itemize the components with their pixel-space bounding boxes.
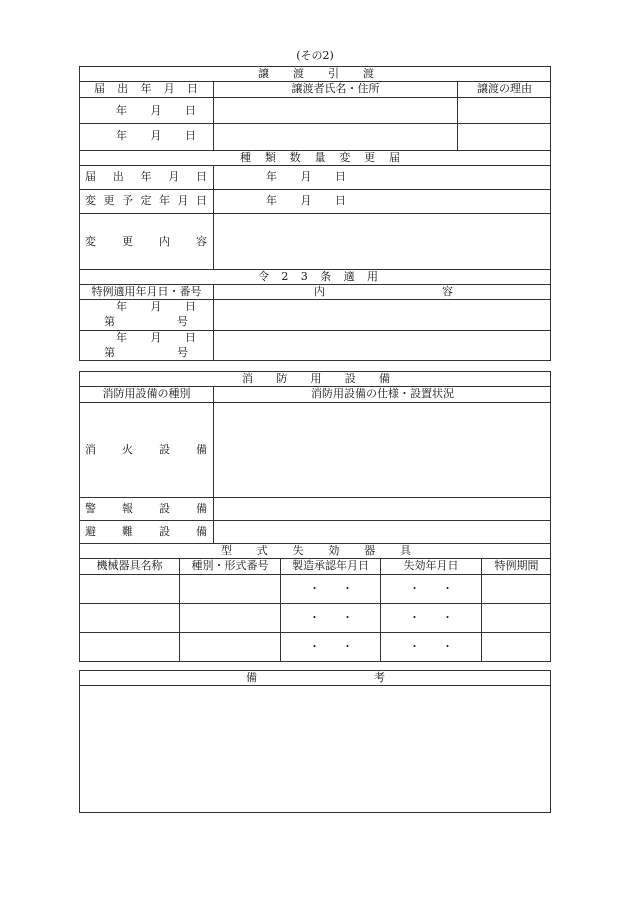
change-filed-date-value: 年 月 日 <box>266 170 346 183</box>
expiry-date-dot: ・ <box>409 611 420 624</box>
expired-header-name: 機械器具名称 <box>96 559 163 572</box>
equipment-type-header: 消防用設備の種別 <box>102 387 191 400</box>
equipment-section-title: 消 防 用 設 備 <box>242 372 390 385</box>
change-content-label: 変 更 内 容 <box>85 235 207 248</box>
approval-date-dot: ・ <box>309 611 320 624</box>
art23-number-line-2: 第 号 <box>104 346 188 359</box>
main-form-table: 譲 渡 引 渡 届 出 年 月 日 譲渡者氏名・住所 譲渡の理由 年 月 日 年 月 日 種 類 数 量 変 更 届 届 出 年 月 日 年 月 日 変 更 予 定 年 月 日 年 月 日 変 更 内 容 令 2 3 条 適 用 特例適用年月日・番号 内 容 年 月 日 第 号 年 月 日 第 号 <box>79 66 551 361</box>
equipment-row-alarm: 警 報 設 備 <box>85 502 207 515</box>
change-planned-date-label: 変 更 予 定 年 月 日 <box>85 194 207 207</box>
expiry-date-dot: ・ <box>442 582 453 595</box>
expired-section-title: 型 式 失 効 器 具 <box>221 544 411 557</box>
expired-header-expiry-date: 失効年月日 <box>403 559 459 572</box>
change-planned-date-value: 年 月 日 <box>266 194 346 207</box>
art23-date-line-1: 年 月 日 <box>116 300 196 313</box>
expiry-date-dot: ・ <box>409 582 420 595</box>
equipment-row-fire-extinguishing: 消 火 設 備 <box>85 443 207 456</box>
approval-date-dot: ・ <box>342 582 353 595</box>
expired-header-approval-date: 製造承認年月日 <box>292 559 369 572</box>
transfer-date-row-1: 年 月 日 <box>116 104 196 117</box>
art23-number-line-1: 第 号 <box>104 315 188 328</box>
expiry-date-dot: ・ <box>442 640 453 653</box>
expired-header-special-period: 特例期間 <box>494 559 539 572</box>
expiry-date-dot: ・ <box>442 611 453 624</box>
approval-date-dot: ・ <box>309 582 320 595</box>
expiry-date-dot: ・ <box>409 640 420 653</box>
art23-section-title: 令 2 3 条 適 用 <box>258 270 378 283</box>
equipment-spec-header: 消防用設備の仕様・設置状況 <box>311 387 454 400</box>
transfer-date-header: 届 出 年 月 日 <box>94 82 198 95</box>
transfer-date-row-2: 年 月 日 <box>116 129 196 142</box>
remarks-table: 備 考 <box>79 670 551 813</box>
change-section-title: 種 類 数 量 変 更 届 <box>240 151 400 164</box>
approval-date-dot: ・ <box>342 611 353 624</box>
art23-date-number-header: 特例適用年月日・番号 <box>91 285 202 298</box>
equipment-table <box>79 371 551 662</box>
transfer-name-header: 譲渡者氏名・住所 <box>291 82 380 95</box>
approval-date-dot: ・ <box>309 640 320 653</box>
change-filed-date-label: 届 出 年 月 日 <box>85 170 207 183</box>
transfer-section-title: 譲 渡 引 渡 <box>258 67 374 80</box>
transfer-reason-header: 譲渡の理由 <box>477 82 532 95</box>
approval-date-dot: ・ <box>342 640 353 653</box>
page-label: (その2) <box>296 49 334 62</box>
equipment-row-evacuation: 避 難 設 備 <box>85 525 207 538</box>
art23-date-line-2: 年 月 日 <box>116 331 196 344</box>
expired-header-type: 種別・形式番号 <box>191 559 269 572</box>
